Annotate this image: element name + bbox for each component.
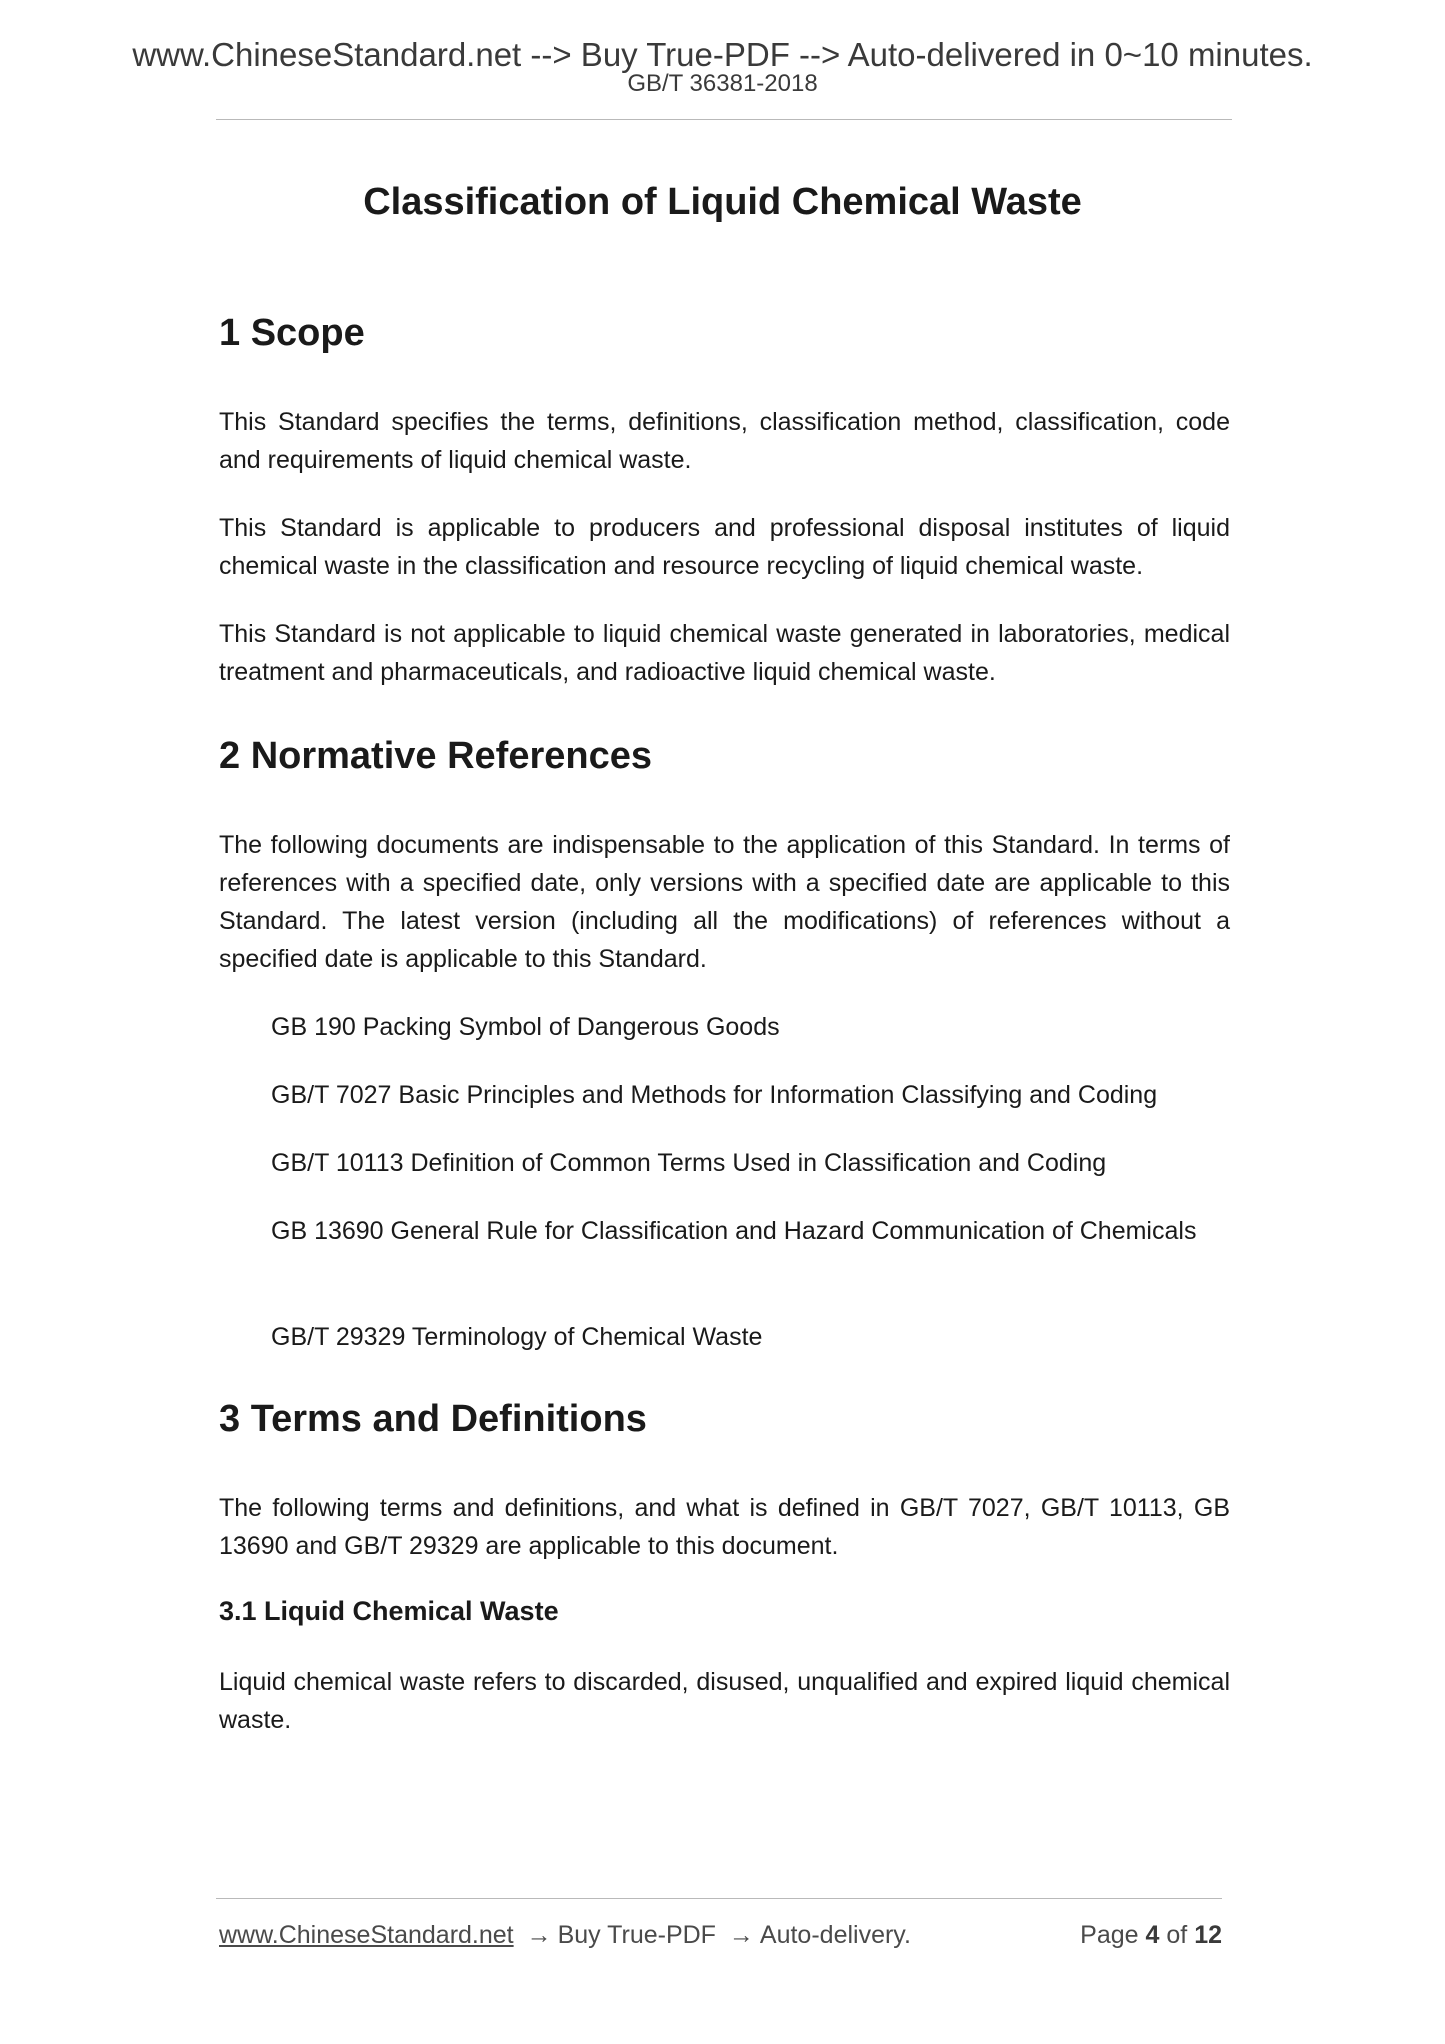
footer-buy-text: Buy True-PDF xyxy=(557,1921,716,1949)
page-title: Classification of Liquid Chemical Waste xyxy=(363,181,1082,223)
section-heading-normative-references: 2 Normative References xyxy=(219,735,652,777)
footer-website-link[interactable]: www.ChineseStandard.net xyxy=(219,1921,514,1949)
scope-paragraph-3: This Standard is not applicable to liquid chemical waste generated in laboratories, medical treatment and pharmaceuticals, and radioactive liquid chemical waste. xyxy=(219,620,1230,686)
section-heading-scope: 1 Scope xyxy=(219,312,365,354)
reference-item: GB/T 10113 Definition of Common Terms Used in Classification and Coding xyxy=(271,1149,1107,1177)
total-pages-number: 12 xyxy=(1194,1921,1222,1949)
reference-item: GB/T 7027 Basic Principles and Methods for Information Classifying and Coding xyxy=(271,1081,1158,1109)
scope-paragraph-1: This Standard specifies the terms, definitions, classification method, classification, code and requirements of liquid chemical waste. xyxy=(219,408,1230,474)
page-indicator xyxy=(1080,1915,1222,1955)
section-heading-terms-definitions: 3 Terms and Definitions xyxy=(219,1398,647,1440)
page-of-label: of xyxy=(1166,1921,1188,1949)
reference-item: GB/T 29329 Terminology of Chemical Waste xyxy=(271,1323,763,1351)
page-footer xyxy=(219,1915,1222,1955)
header-divider xyxy=(216,119,1232,120)
footer-divider xyxy=(216,1898,1222,1899)
arrow-right-icon: → xyxy=(526,1921,552,1949)
terms-intro-paragraph: The following terms and definitions, and what is defined in GB/T 7027, GB/T 10113, GB 13690 and GB/T 29329 are applicable to this document. xyxy=(219,1494,1230,1560)
document-code: GB/T 36381-2018 xyxy=(627,70,818,97)
reference-item: GB 190 Packing Symbol of Dangerous Goods xyxy=(271,1013,780,1041)
subsection-heading-liquid-chemical-waste: 3.1 Liquid Chemical Waste xyxy=(219,1596,559,1626)
footer-delivery-text: Auto-delivery. xyxy=(759,1921,911,1949)
reference-item: GB 13690 General Rule for Classification and Hazard Communication of Chemicals xyxy=(271,1217,1197,1245)
normative-intro-paragraph: The following documents are indispensable to the application of this Standard. In terms of references with a specified date, only versions with a specified date are applicable to this Standard. The latest version (including all the modifications) of references without a specified date is applicable to this Standard. xyxy=(219,831,1230,973)
current-page-number: 4 xyxy=(1145,1921,1160,1949)
page-label: Page xyxy=(1080,1921,1139,1949)
header-banner: www.ChineseStandard.net --> Buy True-PDF --> Auto-delivered in 0~10 minutes. xyxy=(132,36,1313,73)
liquid-chemical-waste-definition: Liquid chemical waste refers to discarded, disused, unqualified and expired liquid chemical waste. xyxy=(219,1668,1230,1734)
arrow-right-icon: → xyxy=(728,1921,754,1949)
scope-paragraph-2: This Standard is applicable to producers and professional disposal institutes of liquid chemical waste in the classification and resource recycling of liquid chemical waste. xyxy=(219,514,1230,580)
